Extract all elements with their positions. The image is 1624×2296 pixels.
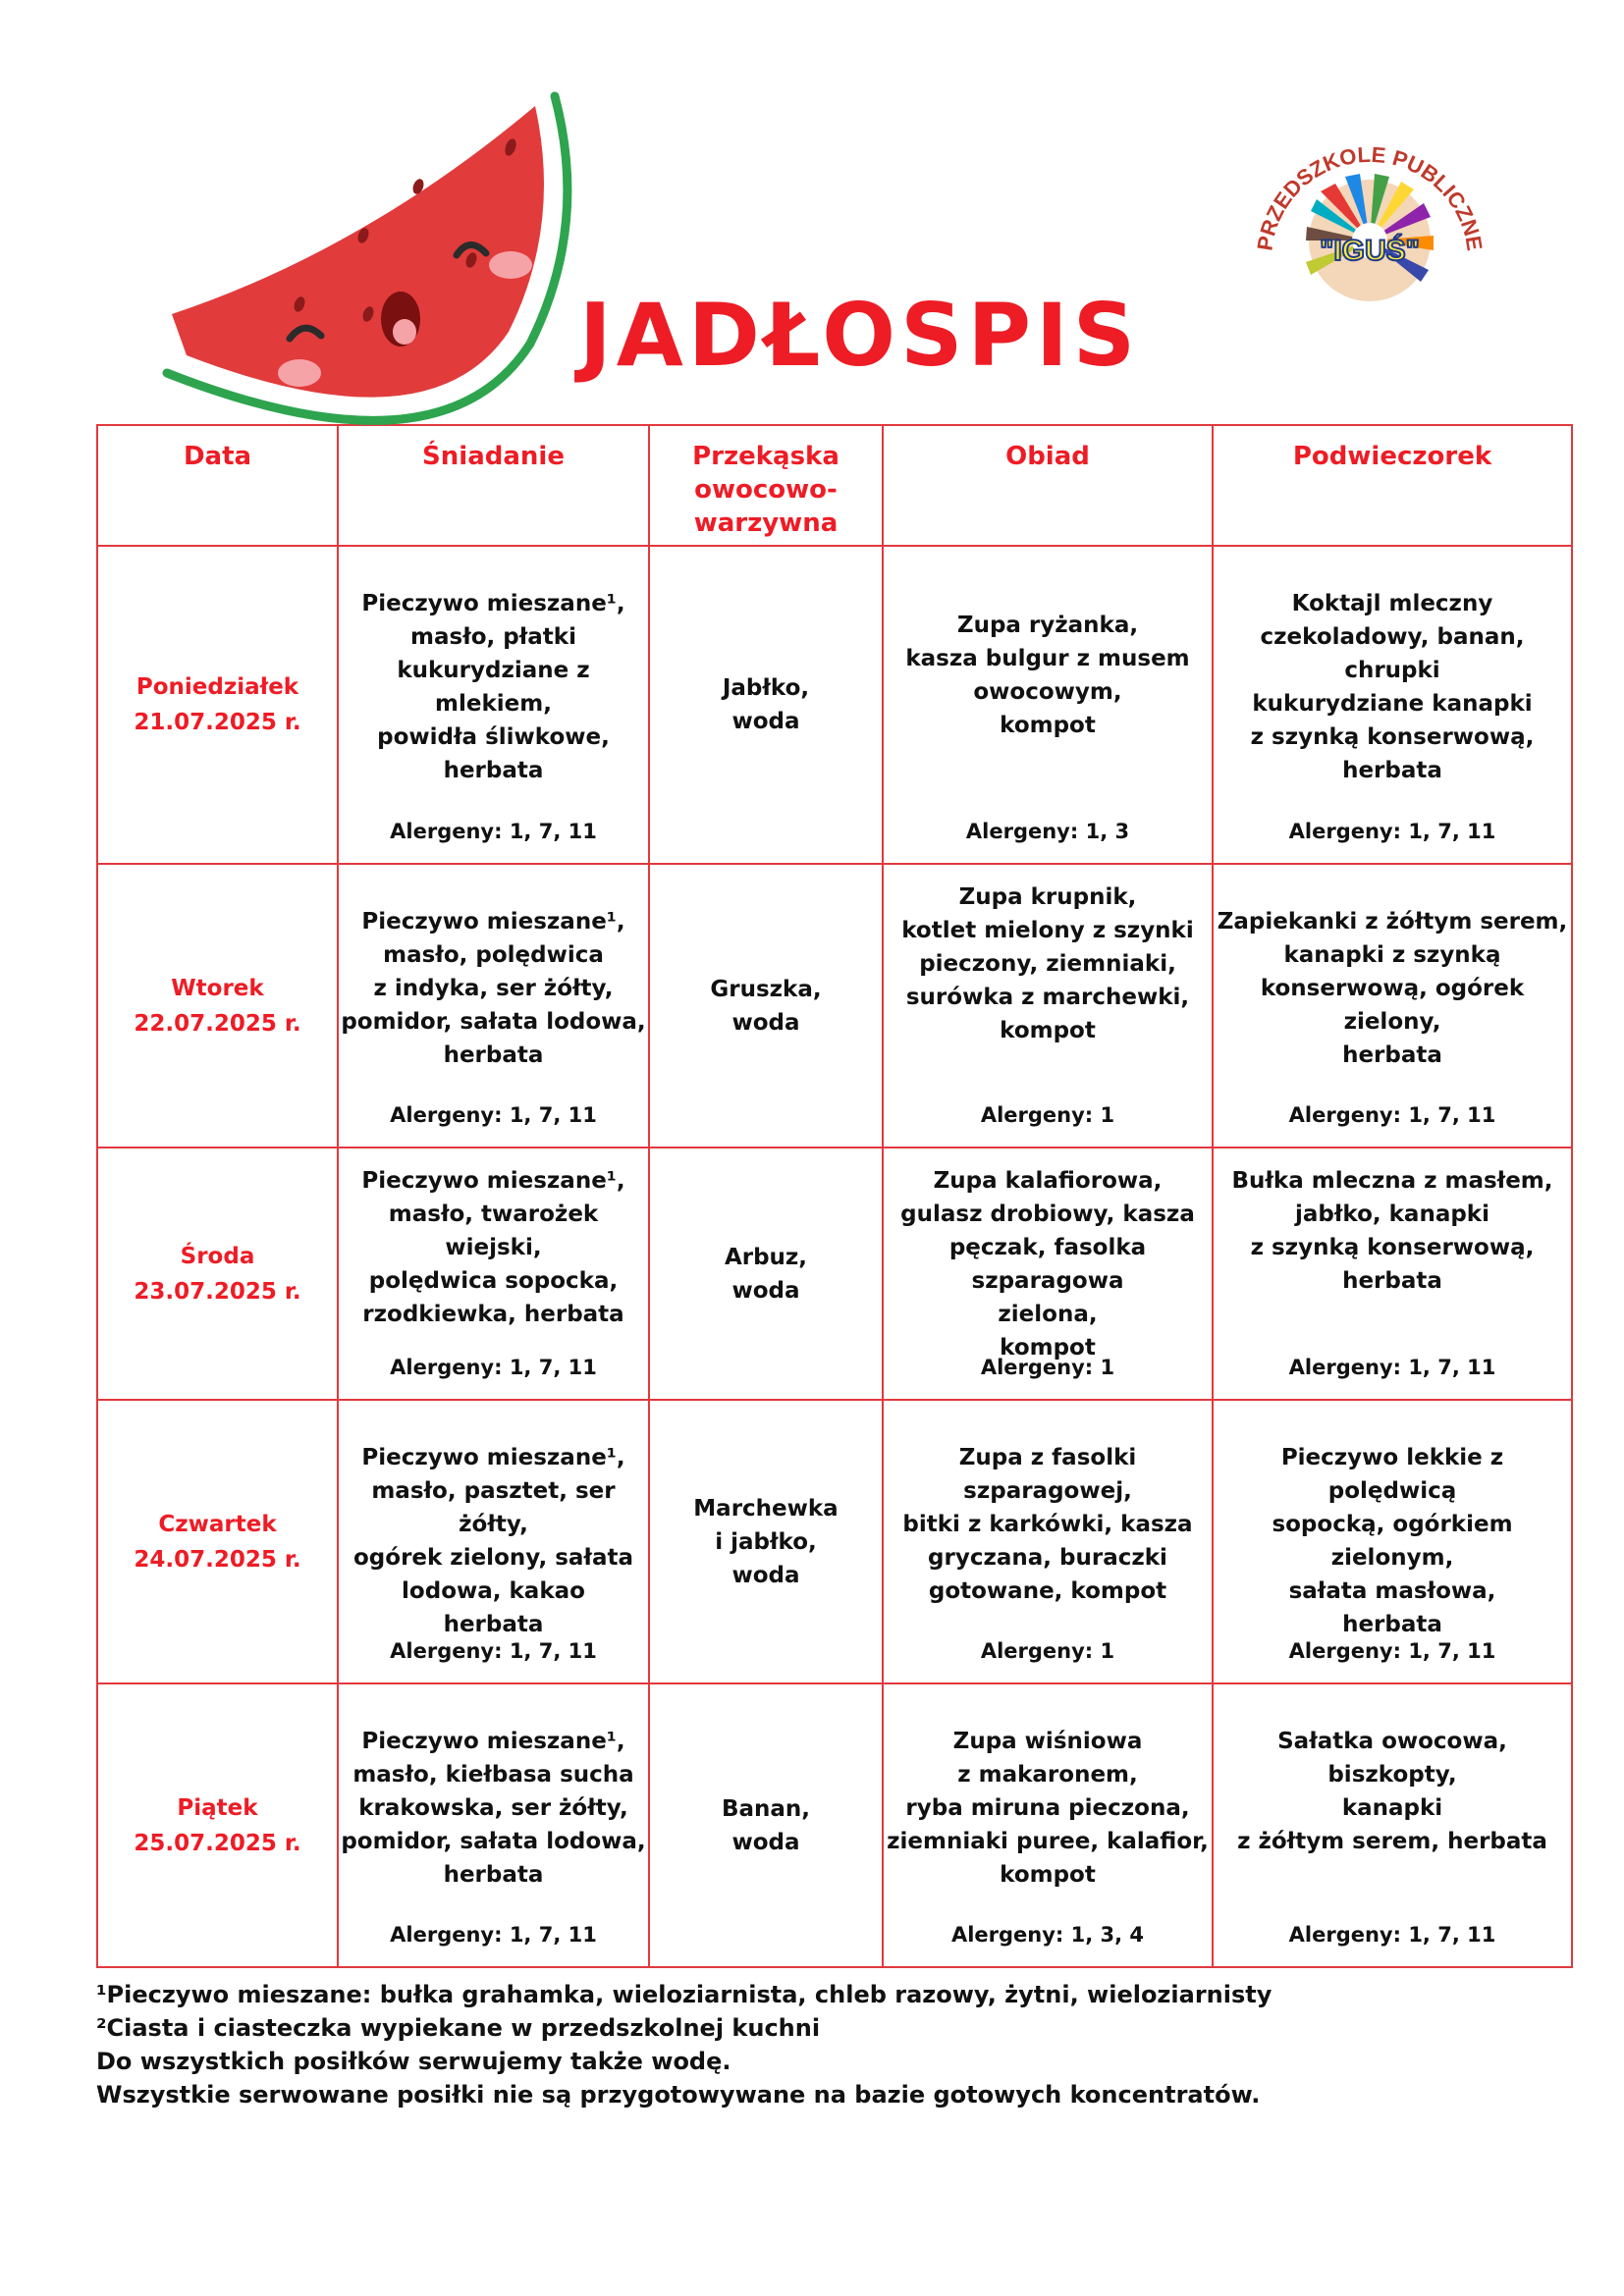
breakfast-allergens: Alergeny: 1, 7, 11 [390, 1103, 597, 1127]
breakfast-allergens: Alergeny: 1, 7, 11 [390, 820, 597, 843]
tea-text: Zapiekanki z żółtym serem, kanapki z szynką konserwową, ogórek zielony, herbata [1217, 909, 1568, 1068]
lunch-text: Zupa wiśniowa z makaronem, ryba miruna pieczona, ziemniaki puree, kalafior, kompot [887, 1729, 1209, 1888]
lunch-text: Zupa ryżanka, kasza bulgur z musem owocowym, kompot [905, 613, 1190, 738]
day-name: Środa [180, 1243, 255, 1269]
breakfast-text: Pieczywo mieszane¹, masło, płatki kukurydziane z mlekiem, powidła śliwkowe, herbata [361, 591, 625, 783]
watermelon-illustration [147, 79, 599, 471]
table-row [97, 1148, 1572, 1400]
table-row [97, 1400, 1572, 1683]
tea-allergens: Alergeny: 1, 7, 11 [1288, 1639, 1496, 1663]
lunch-allergens: Alergeny: 1 [980, 1103, 1115, 1127]
breakfast-allergens: Alergeny: 1, 7, 11 [390, 1923, 597, 1947]
day-name: Piątek [177, 1794, 258, 1821]
day-name: Wtorek [171, 975, 264, 1001]
breakfast-cell [338, 1400, 649, 1683]
day-cell [97, 864, 338, 1148]
header-tea: Podwieczorek [1213, 425, 1572, 546]
header-lunch: Obiad [883, 425, 1213, 546]
day-date: 21.07.2025 r. [134, 710, 301, 735]
breakfast-allergens: Alergeny: 1, 7, 11 [390, 1356, 597, 1379]
day-cell [97, 546, 338, 864]
footnote-2: ²Ciasta i ciasteczka wypiekane w przedszkolnej kuchni [96, 2014, 821, 2042]
tea-cell [1213, 1400, 1572, 1683]
snack-cell [649, 1400, 883, 1683]
logo-name-text: "IGUŚ" [1320, 235, 1420, 267]
day-cell [97, 1400, 338, 1683]
footnotes [96, 1978, 1272, 2111]
breakfast-cell [338, 1683, 649, 1967]
tea-allergens: Alergeny: 1, 7, 11 [1288, 1356, 1496, 1379]
lunch-cell [883, 1683, 1213, 1967]
tea-cell [1213, 546, 1572, 864]
tea-allergens: Alergeny: 1, 7, 11 [1288, 1923, 1496, 1947]
lunch-text: Zupa krupnik, kotlet mielony z szynki pieczony, ziemniaki, surówka z marchewki, kompot [901, 884, 1194, 1043]
breakfast-allergens: Alergeny: 1, 7, 11 [390, 1639, 597, 1663]
tea-cell [1213, 1148, 1572, 1400]
breakfast-text: Pieczywo mieszane¹, masło, polędwica z indyka, ser żółty, pomidor, sałata lodowa, herbata [341, 909, 646, 1068]
tea-text: Koktajl mleczny czekoladowy, banan, chrupki kukurydziane kanapki z szynką konserwową, herbata [1250, 591, 1535, 783]
tea-allergens: Alergeny: 1, 7, 11 [1288, 820, 1496, 843]
footnote-4: Wszystkie serwowane posiłki nie są przygotowywane na bazie gotowych koncentratów. [96, 2081, 1261, 2109]
breakfast-text: Pieczywo mieszane¹, masło, pasztet, ser żółty, ogórek zielony, sałata lodowa, kakao herbata [353, 1445, 633, 1637]
snack-cell [649, 864, 883, 1148]
snack-cell [649, 1148, 883, 1400]
tea-cell [1213, 864, 1572, 1148]
logo-arc-text: PRZEDSZKOLE PUBLICZNE [1252, 141, 1488, 253]
lunch-allergens: Alergeny: 1, 3 [965, 820, 1130, 843]
day-date: 24.07.2025 r. [134, 1546, 301, 1573]
footnote-1: ¹Pieczywo mieszane: bułka grahamka, wieloziarnista, chleb razowy, żytni, wieloziarnisty [96, 1981, 1272, 2008]
header-date: Data [97, 425, 338, 546]
page-title: JADŁOSPIS [579, 285, 1141, 386]
lunch-cell [883, 864, 1213, 1148]
header-breakfast: Śniadanie [338, 425, 649, 546]
lunch-allergens: Alergeny: 1, 3, 4 [950, 1923, 1145, 1947]
table-row [97, 864, 1572, 1148]
lunch-cell [883, 1400, 1213, 1683]
day-name: Czwartek [158, 1511, 277, 1537]
breakfast-text: Pieczywo mieszane¹, masło, twarożek wiejski, polędwica sopocka, rzodkiewka, herbata [361, 1168, 625, 1327]
snack-text: Gruszka, woda [710, 976, 822, 1036]
table-row [97, 1683, 1572, 1967]
breakfast-cell [338, 546, 649, 864]
day-cell [97, 1683, 338, 1967]
breakfast-text: Pieczywo mieszane¹, masło, kiełbasa sucha krakowska, ser żółty, pomidor, sałata lodowa, herbata [341, 1729, 646, 1888]
footnote-3: Do wszystkich posiłków serwujemy także wodę. [96, 2048, 731, 2075]
breakfast-cell [338, 864, 649, 1148]
tea-text: Bułka mleczna z masłem, jabłko, kanapki z szynką konserwową, herbata [1231, 1168, 1553, 1294]
lunch-text: Zupa kalafiorowa, gulasz drobiowy, kasza pęczak, fasolka szparagowa zielona, kompot [900, 1168, 1195, 1361]
tea-text: Sałatka owocowa, biszkopty, kanapki z żółtym serem, herbata [1237, 1729, 1547, 1854]
snack-text: Arbuz, woda [724, 1244, 808, 1304]
snack-text: Jabłko, woda [722, 675, 810, 734]
day-date: 25.07.2025 r. [134, 1830, 301, 1856]
snack-cell [649, 546, 883, 864]
snack-cell [649, 1683, 883, 1967]
tea-cell [1213, 1683, 1572, 1967]
lunch-allergens: Alergeny: 1 [980, 1356, 1115, 1379]
menu-table [96, 424, 1573, 1968]
tea-text: Pieczywo lekkie z polędwicą sopocką, ogórkiem zielonym, sałata masłowa, herbata [1272, 1445, 1513, 1637]
snack-text: Marchewka i jabłko, woda [693, 1495, 839, 1588]
breakfast-cell [338, 1148, 649, 1400]
table-row [97, 546, 1572, 864]
lunch-allergens: Alergeny: 1 [980, 1639, 1115, 1663]
lunch-cell [883, 546, 1213, 864]
tea-allergens: Alergeny: 1, 7, 11 [1288, 1103, 1496, 1127]
day-date: 22.07.2025 r. [134, 1010, 301, 1037]
preschool-logo [1232, 113, 1507, 324]
lunch-cell [883, 1148, 1213, 1400]
day-cell [97, 1148, 338, 1400]
lunch-text: Zupa z fasolki szparagowej, bitki z karkówki, kasza gryczana, buraczki gotowane, kompot [902, 1445, 1193, 1604]
header-snack: Przekąska owocowo-warzywna [649, 425, 883, 546]
day-date: 23.07.2025 r. [134, 1278, 301, 1305]
snack-text: Banan, woda [721, 1795, 811, 1855]
day-name: Poniedziałek [135, 674, 299, 700]
